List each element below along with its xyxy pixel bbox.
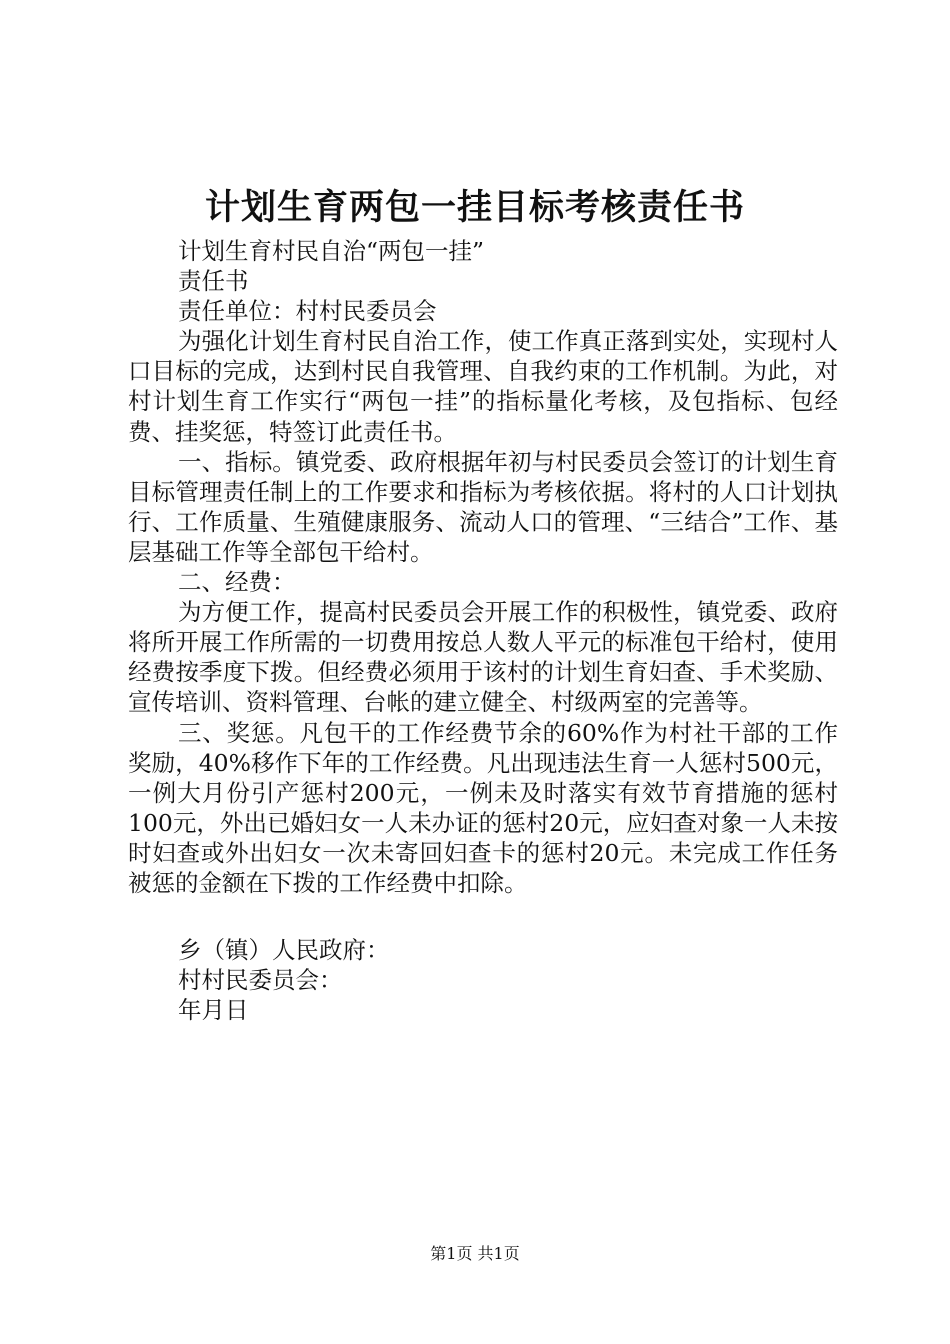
section-funding-paragraph: 为方便工作，提高村民委员会开展工作的积极性，镇党委、政府将所开展工作所需的一切费用按总人数人平元的标准包干给村，使用经费按季度下拨。但经费必须用于该村的计划生育妇查、手术奖励、宣传培训、资料管理、台帐的建立健全、村级两室的完善等。 bbox=[128, 598, 838, 717]
section-rewards-paragraph: 三、奖惩。凡包干的工作经费节余的60%作为村社干部的工作奖励，40%移作下年的工作经费。凡出现违法生育一人惩村500元，一例大月份引产惩村200元，一例未及时落实有效节育措施的惩村100元，外出已婚妇女一人未办证的惩村20元，应妇查对象一人未按时妇查或外出妇女一次未寄回妇查卡的惩村20元。未完成工作任务被惩的金额在下拨的工作经费中扣除。 bbox=[128, 718, 838, 897]
spacer bbox=[128, 898, 838, 935]
section-indicators-paragraph: 一、指标。镇党委、政府根据年初与村民委员会签订的计划生育目标管理责任制上的工作要求和指标为考核依据。将村的人口计划执行、工作质量、生殖健康服务、流动人口的管理、“三结合”工作、基层基础工作等全部包干给村。 bbox=[128, 447, 838, 566]
document-body bbox=[128, 236, 838, 1025]
signature-line-date: 年月日 bbox=[178, 996, 249, 1025]
section-funding-heading: 二、经费： bbox=[178, 568, 296, 597]
subtitle-line: 计划生育村民自治“两包一挂” bbox=[178, 237, 485, 265]
signature-line-government: 乡（镇）人民政府： bbox=[178, 936, 390, 965]
signature-line-committee: 村村民委员会： bbox=[178, 966, 343, 995]
subtitle-line: 责任书 bbox=[178, 267, 249, 296]
page-footer: 第1页 共1页 bbox=[430, 1244, 520, 1263]
responsible-unit-line: 责任单位：村村民委员会 bbox=[178, 297, 437, 326]
intro-paragraph: 为强化计划生育村民自治工作，使工作真正落到实处，实现村人口目标的完成，达到村民自我管理、自我约束的工作机制。为此，对村计划生育工作实行“两包一挂”的指标量化考核，及包指标、包经费、挂奖惩，特签订此责任书。 bbox=[128, 327, 838, 446]
document-title: 计划生育两包一挂目标考核责任书 bbox=[204, 187, 745, 228]
